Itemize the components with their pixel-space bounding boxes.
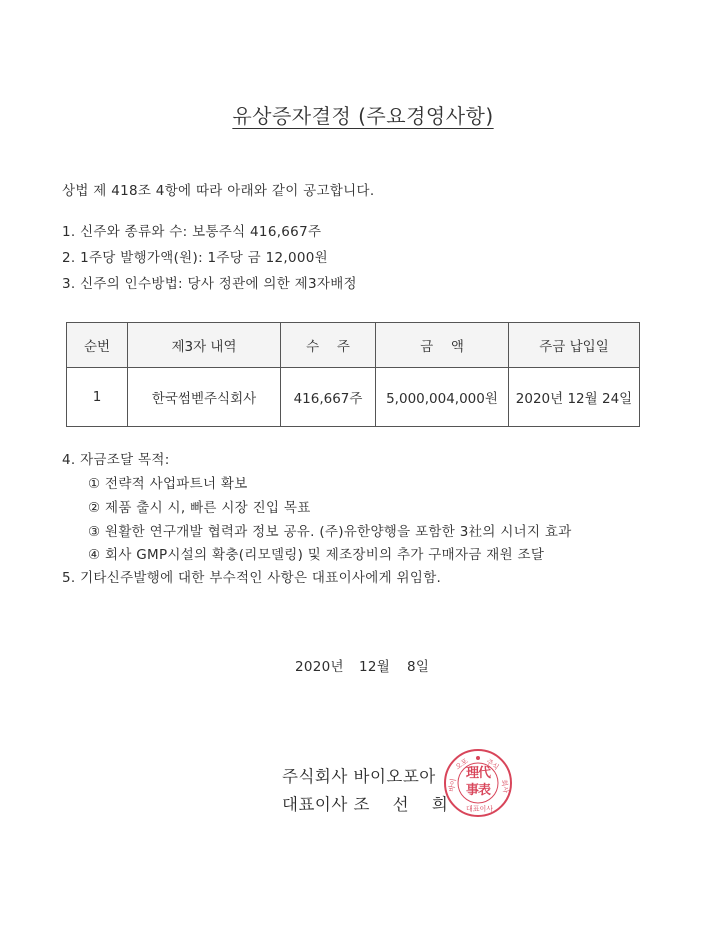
company-name: 주식회사 바이오포아 [282,767,436,786]
purpose-point-3: ③ 원활한 연구개발 협력과 정보 공유. (주)유한양행을 포함한 3社의 시너지 효과 [88,524,572,540]
purpose-point-1: ① 전략적 사업파트너 확보 [88,476,248,492]
purpose-point-4: ④ 회사 GMP시설의 확충(리모델링) 및 제조장비의 추가 구매자금 재원 조달 [88,547,545,563]
cell-shares: 416,667주 [281,368,376,427]
purpose-point-2: ② 제품 출시 시, 빠른 시장 진입 목표 [88,500,311,516]
document-title-text: 유상증자결정 (주요경영사항) [232,104,494,128]
svg-text:오포: 오포 [454,757,470,772]
col-header-party: 제3자 내역 [128,323,281,368]
date-day: 8일 [407,659,430,675]
svg-text:회사: 회사 [499,779,510,794]
item-5: 5. 기타신주발행에 대한 부수적인 사항은 대표이사에게 위임함. [62,570,442,586]
cell-amount: 5,000,004,000원 [376,368,509,427]
date-year: 2020년 [295,659,344,675]
representative-name: 대표이사 조 선 희 [282,795,449,814]
document-title [0,100,726,129]
svg-text:주식: 주식 [484,757,501,772]
svg-text:바이: 바이 [447,777,458,793]
third-party-allocation-table [66,322,640,427]
cell-party: 한국썸벧주식회사 [128,368,281,427]
intro-text: 상법 제 418조 4항에 따라 아래와 같이 공고합니다. [62,183,375,199]
seal-center-text: 理代 事表 [465,766,490,798]
svg-text:대표이사: 대표이사 [466,805,494,813]
table-row [67,368,640,427]
item-2: 2. 1주당 발행가액(원): 1주당 금 12,000원 [62,250,328,266]
col-header-amount: 금 액 [376,323,509,368]
table-header-row [67,323,640,368]
purpose-heading: 4. 자금조달 목적: [62,452,170,468]
cell-payment-date: 2020년 12월 24일 [509,368,640,427]
date-month: 12월 [359,659,391,675]
company-seal-stamp [444,749,512,817]
item-3: 3. 신주의 인수방법: 당사 정관에 의한 제3자배정 [62,276,357,292]
col-header-no: 순번 [67,323,128,368]
col-header-shares: 수 주 [281,323,376,368]
item-1: 1. 신주와 종류와 수: 보통주식 416,667주 [62,224,322,240]
cell-no: 1 [67,368,128,427]
col-header-payment-date: 주금 납입일 [509,323,640,368]
